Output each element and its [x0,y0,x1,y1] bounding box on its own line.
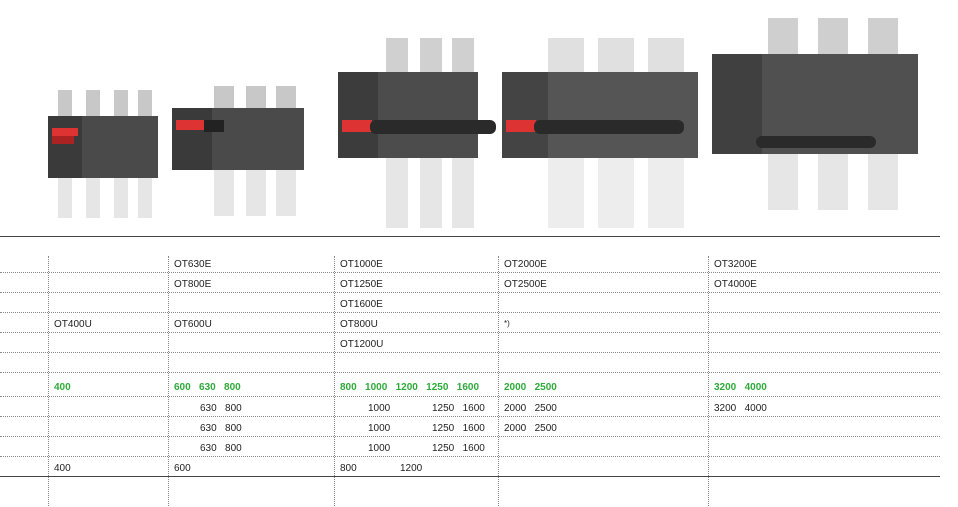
table-row [0,316,940,333]
table-cell: OT4000E [714,279,757,290]
table-cell: 1250 1600 [432,403,485,414]
table-cell: OT400U [54,319,92,330]
rated-current-cell: 400 [54,382,71,393]
table-cell: 630 800 [200,403,242,414]
switch-ot2000-image [498,36,704,232]
rated-current-row [0,376,940,397]
table-cell: 1000 [368,403,391,414]
table-cell: 1000 [368,443,391,454]
switch-ot1000-image [334,36,500,232]
table-row [0,276,940,293]
table-row [0,256,940,273]
table-row [0,460,940,477]
table-cell: OT3200E [714,259,757,270]
table-cell: 600 [174,463,191,474]
table-cell: OT1600E [340,299,383,310]
table-cell: 2000 2500 [504,403,557,414]
table-cell: 1200 [400,463,423,474]
table-cell: OT630E [174,259,212,270]
switch-ot630-image [168,80,308,232]
table-row [0,356,940,373]
table-cell: OT2500E [504,279,547,290]
table-cell: 3200 4000 [714,403,767,414]
table-cell: OT600U [174,319,212,330]
table-cell: 1250 1600 [432,443,485,454]
rated-current-cell: 2000 2500 [504,382,557,393]
footnote-mark: *) [504,319,510,328]
rated-current-cell: 3200 4000 [714,382,767,393]
table-row [0,296,940,313]
table-cell: 400 [54,463,71,474]
table-cell: 1000 [368,423,391,434]
table-cell: 800 [340,463,357,474]
table-cell: OT800E [174,279,212,290]
table-cell: 2000 2500 [504,423,557,434]
switch-ot400-image [44,82,162,232]
table-row [0,400,940,417]
table-row [0,440,940,457]
switch-ot3200-image [708,14,922,214]
table-top-rule [0,236,940,237]
table-cell: 1250 1600 [432,423,485,434]
rated-current-cell: 600 630 800 [174,382,241,393]
table-cell: OT1200U [340,339,384,350]
table-row [0,420,940,437]
table-row [0,336,940,353]
table-cell: OT800U [340,319,378,330]
product-image-band [0,0,958,236]
rated-current-cell: 800 1000 1200 1250 1600 [340,382,480,393]
table-cell: OT1000E [340,259,383,270]
table-cell: 630 800 [200,423,242,434]
table-cell: 630 800 [200,443,242,454]
table-cell: OT2000E [504,259,547,270]
table-cell: OT1250E [340,279,383,290]
